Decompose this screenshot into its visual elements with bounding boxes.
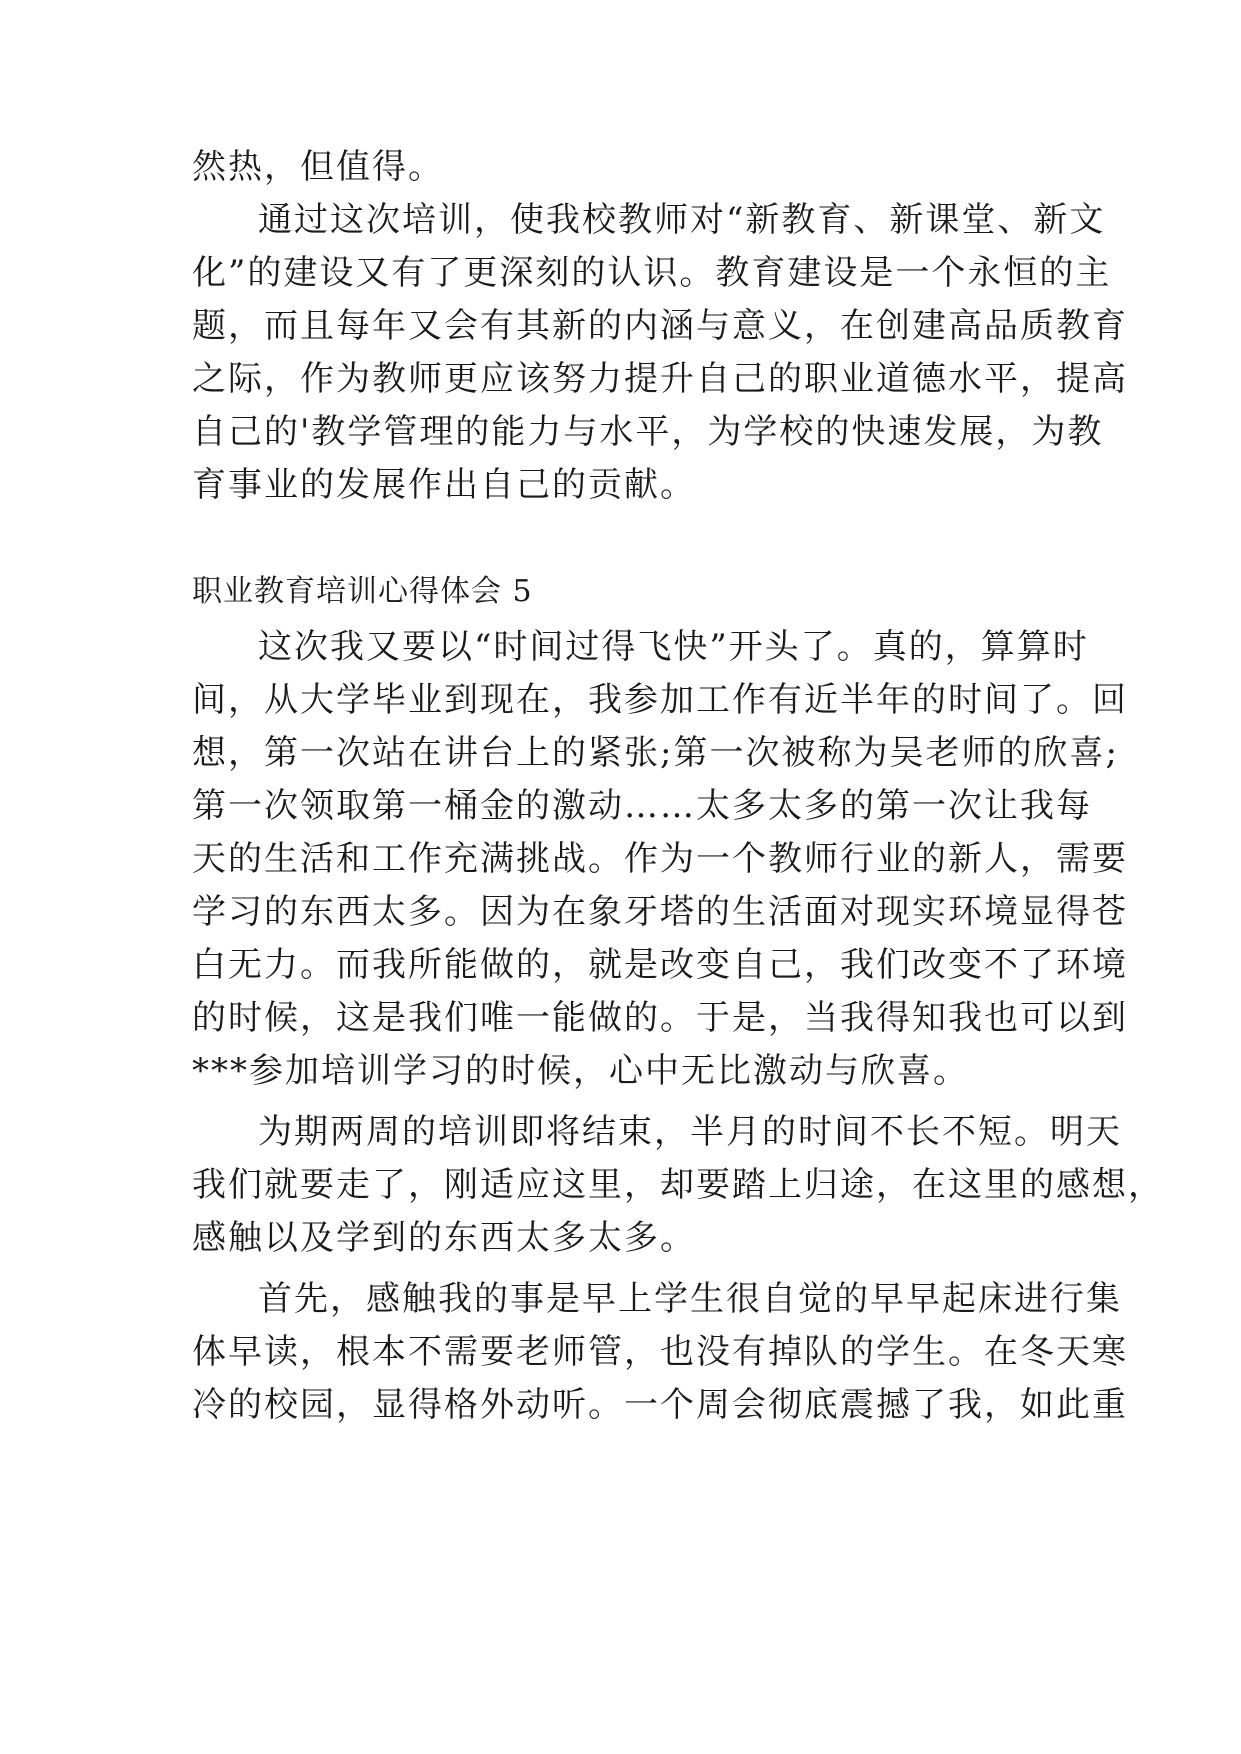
text-line: 的时候，这是我们唯一能做的。于是，当我得知我也可以到	[192, 998, 1128, 1038]
text-line: 冷的校园，显得格外动听。一个周会彻底震撼了我，如此重	[192, 1385, 1128, 1425]
text-line: 题，而且每年又会有其新的内涵与意义，在创建高品质教育	[192, 306, 1128, 346]
text-line: 之际，作为教师更应该努力提升自己的职业道德水平，提高	[192, 359, 1128, 399]
text-line: 通过这次培训，使我校教师对“新教育、新课堂、新文	[258, 200, 1106, 240]
text-line: 感触以及学到的东西太多太多。	[192, 1218, 696, 1258]
text-line: 这次我又要以“时间过得飞快”开头了。真的，算算时	[258, 627, 1089, 667]
text-line: 想，第一次站在讲台上的紧张;第一次被称为吴老师的欣喜;	[192, 733, 1119, 773]
text-line: 第一次领取第一桶金的激动……太多太多的第一次让我每	[192, 786, 1092, 826]
text-line: 体早读，根本不需要老师管，也没有掉队的学生。在冬天寒	[192, 1332, 1128, 1372]
text-line: ***参加培训学习的时候，心中无比激动与欣喜。	[192, 1051, 969, 1091]
text-line: 天的生活和工作充满挑战。作为一个教师行业的新人，需要	[192, 839, 1128, 879]
text-line: 白无力。而我所能做的，就是改变自己，我们改变不了环境	[192, 945, 1128, 985]
text-line: 自己的'教学管理的能力与水平，为学校的快速发展，为教	[192, 412, 1104, 452]
text-line: 育事业的发展作出自己的贡献。	[192, 465, 696, 505]
text-line: 首先，感触我的事是早上学生很自觉的早早起床进行集	[258, 1279, 1122, 1319]
text-line: 我们就要走了，刚适应这里，却要踏上归途，在这里的感想，	[192, 1165, 1164, 1205]
text-line: 为期两周的培训即将结束，半月的时间不长不短。明天	[258, 1112, 1122, 1152]
text-line: 间，从大学毕业到现在，我参加工作有近半年的时间了。回	[192, 680, 1128, 720]
text-line: 学习的东西太多。因为在象牙塔的生活面对现实环境显得苍	[192, 892, 1128, 932]
section-heading: 职业教育培训心得体会 5	[192, 574, 533, 609]
text-line: 化”的建设又有了更深刻的认识。教育建设是一个永恒的主	[192, 253, 1112, 293]
text-line: 然热，但值得。	[192, 147, 444, 187]
